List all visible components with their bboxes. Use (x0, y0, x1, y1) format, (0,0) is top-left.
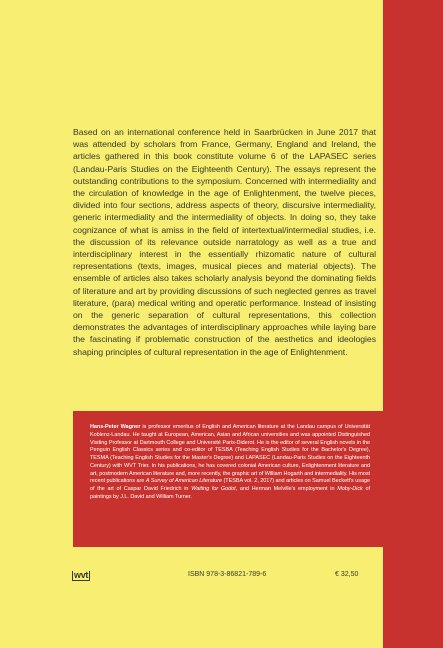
author-bio-book-title-1: A Survey of American Literature (145, 478, 222, 485)
author-bio (90, 424, 370, 502)
author-bio-book-title-2: Waiting for Godot (191, 486, 236, 492)
author-name: Hans-Peter Wagner (90, 424, 141, 430)
author-bio-text-1: is professor emeritus of English and American literature at the Landau campus of Universität Koblenz-Landau. He taught at European, American, Asian and African universities and was appointed Distinguished Visiting Professor at Dartmouth College and Université Paris-Diderot. He is the editor of several English novels in the Penguin English Classics series and co-editor of TESBA (Teaching English Studies for the Bachelor's Degree), TESMA (Teaching English Studies for the Master's Degree) and LAPASEC (Landau-Paris Studies on the Eighteenth Century) with WVT Trier. In his publications, he has covered colonial American culture, Enlightenment literature and art, postmodern American literature and, more recently, the graphic art of William Hogarth and intermediality. His most recent publications are (90, 424, 370, 485)
author-bio-book-title-3: Moby-Dick (337, 486, 363, 492)
publisher-logo-text: wvt (74, 570, 89, 580)
red-spine-band (383, 0, 443, 648)
author-bio-text-2: (TESBA vol. 2, 2017) and articles on Samuel Beckett's usage of the art of Caspar David Friedrich in (90, 478, 370, 492)
isbn-number: ISBN 978-3-86821-789-6 (188, 571, 267, 578)
back-cover-blurb: Based on an international conference held in Saarbrücken in June 2017 that was attended by scholars from France, Germany, England and Ireland, the articles gathered in this book constitute volume 6 of the LAPASEC series (Landau-Paris Studies on the Eighteenth Century). The essays represent the outstanding contributions to the symposium. Concerned with intermediality and the circulation of knowledge in the age of Enlightenment, the twelve pieces, divided into four sections, address aspects of theory, discursive intermediality, generic intermediality and the intermediality of objects. In doing so, they take cognizance of what is amiss in the field of intertextual/intermedial studies, i.e. the discussion of its relevance outside narratology as well as a true and interdisciplinary interest in the essentially rhizomatic nature of cultural representations (texts, images, musical pieces and material objects). The ensemble of articles also takes scholarly analysis beyond the dominating fields of literature and art by providing discussions of such neglected genres as travel literature, (para) medical writing and operatic performance. Instead of insisting on the generic separation of cultural representations, this collection demonstrates the advantages of interdisciplinary approaches while laying bare the fascinating if problematic construction of the aesthetics and ideologies shaping principles of cultural representation in the age of Enlightenment. (73, 127, 376, 357)
author-bio-text-4: of paintings by J.L. David and William Turner. (90, 486, 370, 500)
price-label: € 32,50 (335, 571, 359, 578)
publisher-logo (72, 570, 90, 580)
author-bio-text-3: , and Herman Melville's employment in (235, 486, 338, 492)
